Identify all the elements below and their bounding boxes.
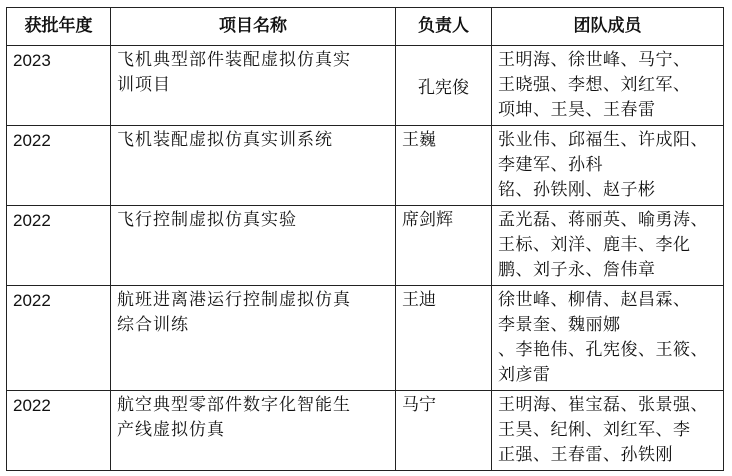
cell-project-name [111, 126, 396, 206]
members-line: 、李艳伟、孔宪俊、王筱、 [498, 340, 708, 360]
members-line: 正强、王春雷、孙铁刚 [498, 445, 673, 465]
cell-project-name [111, 46, 396, 126]
members-line: 孟光磊、蒋丽英、喻勇涛、 [498, 210, 708, 230]
cell-year: 2022 [7, 286, 111, 391]
cell-year: 2022 [7, 391, 111, 471]
members-line: 王昊、纪俐、刘红军、李 [498, 420, 691, 440]
header-year: 获批年度 [7, 8, 111, 46]
project-name-line: 飞机典型部件装配虚拟仿真实 [117, 50, 351, 70]
table-row [7, 391, 724, 471]
members-line: 鹏、刘子永、詹伟章 [498, 260, 656, 280]
cell-lead: 马宁 [396, 391, 492, 471]
project-name-line: 产线虚拟仿真 [117, 420, 225, 440]
header-lead: 负责人 [396, 8, 492, 46]
cell-lead: 王巍 [396, 126, 492, 206]
members-line: 张业伟、邱福生、许成阳、 [498, 130, 708, 150]
header-members: 团队成员 [492, 8, 724, 46]
header-project-name: 项目名称 [111, 8, 396, 46]
cell-members [492, 391, 724, 471]
members-line: 李建军、孙科 [498, 155, 603, 175]
cell-project-name [111, 286, 396, 391]
cell-members [492, 286, 724, 391]
cell-members [492, 206, 724, 286]
table-row [7, 46, 724, 126]
members-line: 王明海、崔宝磊、张景强、 [498, 395, 708, 415]
members-line: 刘彦雷 [498, 365, 551, 385]
project-name-line: 航空典型零部件数字化智能生 [117, 395, 351, 415]
awards-table [6, 7, 724, 471]
members-line: 王晓强、李想、刘红军、 [498, 75, 691, 95]
project-name-line: 飞行控制虚拟仿真实验 [117, 210, 297, 230]
project-name-line: 航班进离港运行控制虚拟仿真 [117, 290, 351, 310]
members-line: 李景奎、魏丽娜 [498, 315, 621, 335]
table-row [7, 126, 724, 206]
cell-lead: 席剑辉 [396, 206, 492, 286]
project-name-line: 飞机装配虚拟仿真实训系统 [117, 130, 333, 150]
cell-members [492, 46, 724, 126]
cell-lead: 王迪 [396, 286, 492, 391]
cell-lead: 孔宪俊 [396, 46, 492, 126]
project-name-line: 训项目 [117, 75, 171, 95]
cell-year: 2022 [7, 206, 111, 286]
table-header-row [7, 8, 724, 46]
members-line: 项坤、王昊、王春雷 [498, 100, 656, 120]
members-line: 王明海、徐世峰、马宁、 [498, 50, 691, 70]
members-line: 铭、孙铁刚、赵子彬 [498, 180, 656, 200]
cell-year: 2023 [7, 46, 111, 126]
cell-members [492, 126, 724, 206]
table-row [7, 206, 724, 286]
project-name-line: 综合训练 [117, 315, 189, 335]
cell-project-name [111, 391, 396, 471]
table-row [7, 286, 724, 391]
members-line: 王标、刘洋、鹿丰、李化 [498, 235, 691, 255]
cell-year: 2022 [7, 126, 111, 206]
cell-project-name [111, 206, 396, 286]
members-line: 徐世峰、柳倩、赵昌霖、 [498, 290, 691, 310]
